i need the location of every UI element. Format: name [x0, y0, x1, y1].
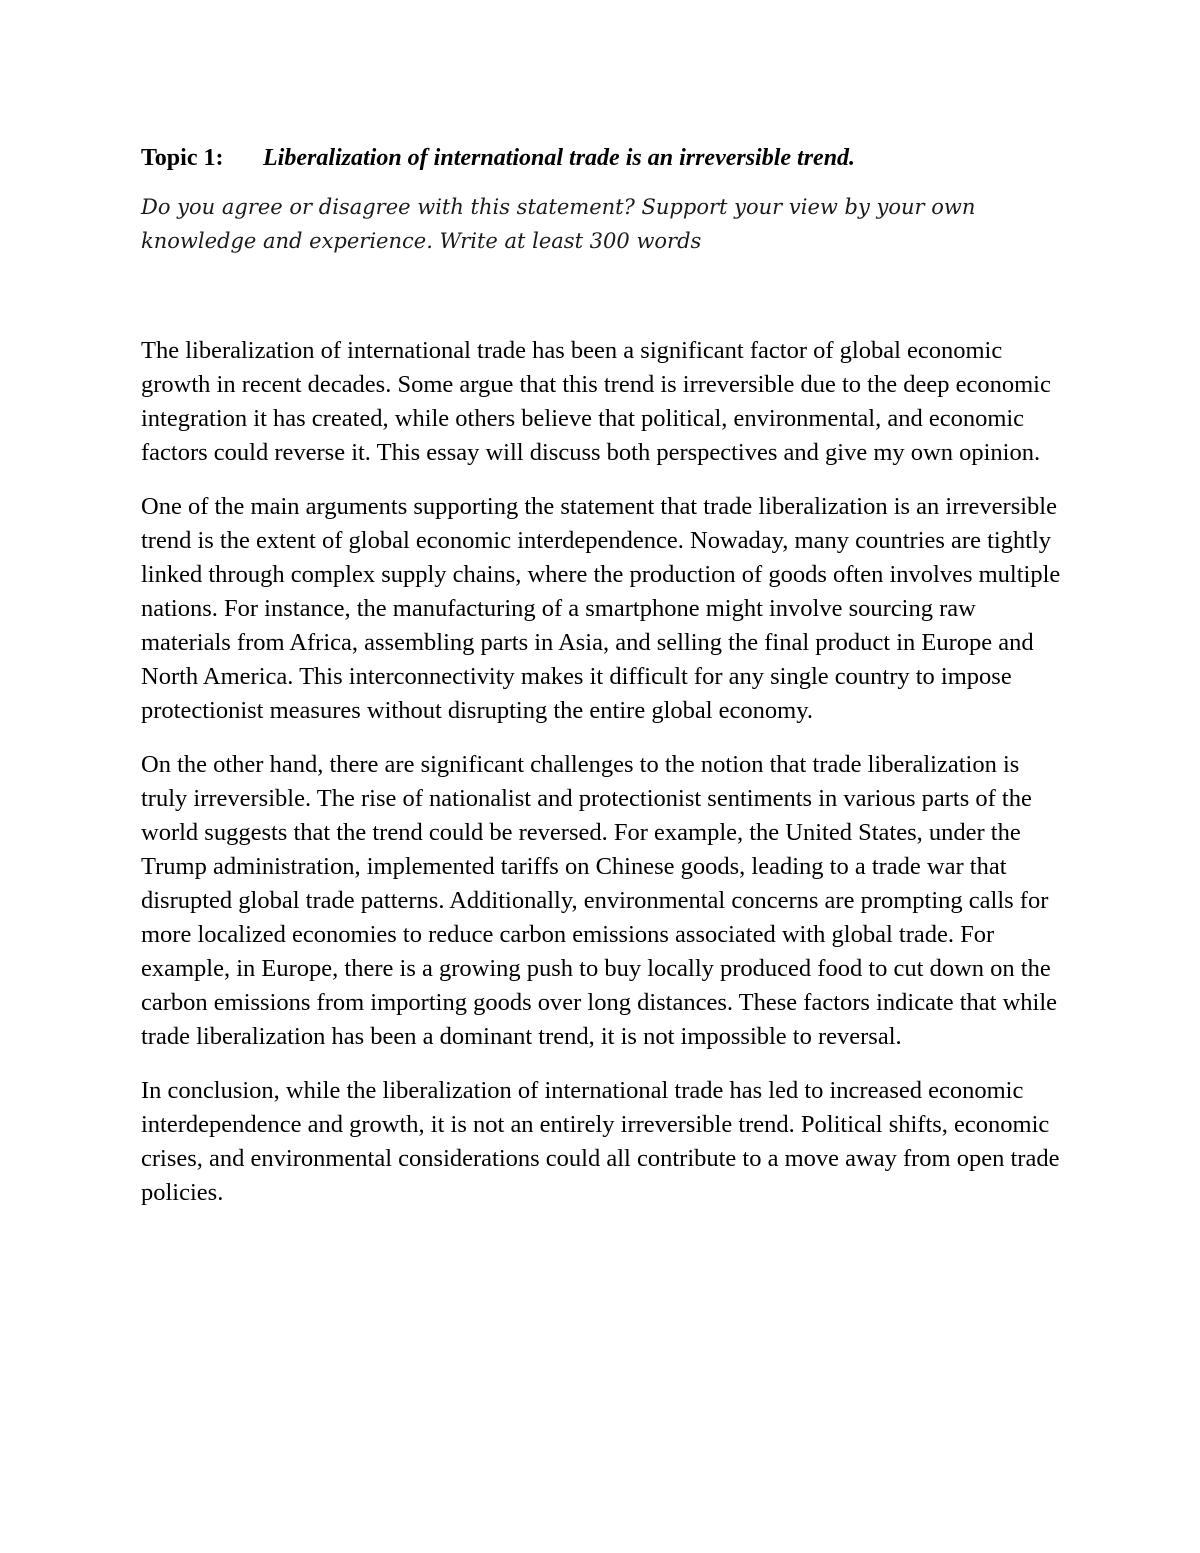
topic-title: Liberalization of international trade is an irreversible trend. — [263, 145, 856, 171]
essay-prompt: Do you agree or disagree with this statement? Support your view by your own knowledge and experience. Write at least 300 words — [141, 195, 976, 253]
essay-body — [141, 334, 1066, 1210]
topic-label: Topic 1: — [141, 145, 224, 171]
document-content — [141, 142, 1066, 1230]
essay-paragraph-intro: The liberalization of international trade has been a significant factor of global economic growth in recent decades. Some argue that this trend is irreversible due to the deep economic integration it has created, while others believe that political, environmental, and economic factors could reverse it. This essay will discuss both perspectives and give my own opinion. — [141, 337, 1051, 466]
topic-heading — [141, 142, 1066, 174]
essay-paragraph-argument-against: On the other hand, there are significant challenges to the notion that trade liberalization is truly irreversible. The rise of nationalist and protectionist sentiments in various parts of the world suggests that the trend could be reversed. For example, the United States, under the Trump administration, implemented tariffs on Chinese goods, leading to a trade war that disrupted global trade patterns. Additionally, environmental concerns are prompting calls for more localized economies to reduce carbon emissions associated with global trade. For example, in Europe, there is a growing push to buy locally produced food to cut down on the carbon emissions from importing goods over long distances. These factors indicate that while trade liberalization has been a dominant trend, it is not impossible to reversal. — [141, 751, 1058, 1050]
essay-paragraph-argument-for: One of the main arguments supporting the statement that trade liberalization is an irreversible trend is the extent of global economic interdependence. Nowaday, many countries are tightly linked through complex supply chains, where the production of goods often involves multiple nations. For instance, the manufacturing of a smartphone might involve sourcing raw materials from Africa, assembling parts in Asia, and selling the final product in Europe and North America. This interconnectivity makes it difficult for any single country to impose protectionist measures without disrupting the entire global economy. — [141, 493, 1061, 724]
essay-paragraph-conclusion: In conclusion, while the liberalization of international trade has led to increased economic interdependence and growth, it is not an entirely irreversible trend. Political shifts, economic crises, and environmental considerations could all contribute to a move away from open trade policies. — [141, 1077, 1060, 1206]
